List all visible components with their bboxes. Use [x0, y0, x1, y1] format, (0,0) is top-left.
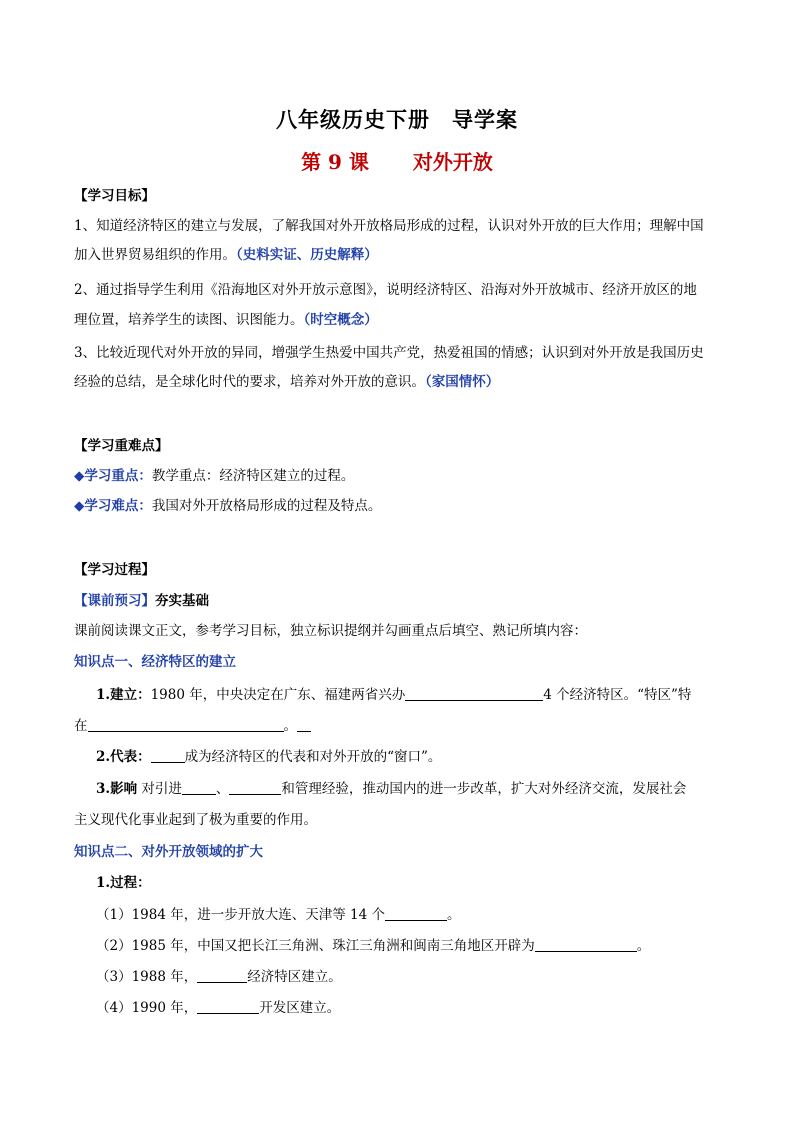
process-heading: 【学习过程】: [74, 562, 155, 578]
kp1-item-3-line-1: 3.影响 对引进 、 和管理经验，推动国内的进一步改革，扩大对外经济交流，发展社会: [96, 781, 687, 797]
kp2-step-2: （2）1985 年，中国又把长江三角洲、珠江三角洲和闽南三角地区开辟为 。: [96, 938, 651, 954]
objective-3-line-1: 3、比较近现代对外开放的异同，增强学生热爱中国共产党，热爱祖国的情感；认识到对外开放是我国历史: [74, 345, 704, 361]
preview-line: [74, 591, 734, 611]
fill-blank[interactable]: [197, 968, 247, 983]
difficulty-label: 学习难点：: [84, 498, 152, 514]
fill-blank[interactable]: [182, 780, 216, 795]
kp1-item-1-line-1: 1.建立：1980 年，中央决定在广东、福建两省兴办 4 个经济特区。“特区”特: [96, 687, 692, 703]
fill-blank[interactable]: [229, 780, 281, 795]
knowledge-point-2-title: 知识点二、对外开放领域的扩大: [74, 844, 263, 860]
focus-line: ◆学习重点：教学重点：经济特区建立的过程。: [74, 468, 355, 484]
preview-sub: 夯实基础: [155, 593, 209, 609]
kp2-step-3: （3）1988 年， 经济特区建立。: [96, 969, 342, 985]
lesson-heading: [0, 146, 794, 175]
fill-blank[interactable]: [151, 748, 185, 763]
kp1-item-1-line-2: 在 。: [74, 716, 734, 736]
kp2-step-1: （1）1984 年，进一步开放大连、天津等 14 个 。: [96, 907, 461, 923]
lesson-number: 第 9 课: [301, 150, 369, 174]
focus-label: 学习重点：: [84, 468, 152, 484]
document-title: 八年级历史下册 导学案: [276, 107, 518, 132]
fill-blank[interactable]: [385, 906, 447, 921]
objective-1-line-1: 1、知道经济特区的建立与发展，了解我国对外开放格局形成的过程，认识对外开放的巨大作用；理解中国: [74, 218, 704, 234]
objective-2-line-2: 理位置，培养学生的读图、识图能力。（时空概念）: [74, 312, 378, 328]
fill-blank[interactable]: [405, 686, 543, 701]
knowledge-point-1-title: 知识点一、经济特区的建立: [74, 654, 236, 670]
fill-blank[interactable]: [297, 717, 311, 732]
difficulty-line: ◆学习难点：我国对外开放格局形成的过程及特点。: [74, 498, 382, 514]
objectives-heading: 【学习目标】: [74, 188, 155, 204]
lesson-name: 对外开放: [412, 150, 493, 174]
objective-2-tag: （时空概念）: [303, 312, 378, 328]
kp1-item-3-line-2: 主义现代化事业起到了极为重要的作用。: [74, 812, 317, 828]
instruction-line: 课前阅读课文正文，参考学习目标，独立标识提纲并勾画重点后填空、熟记所填内容：: [74, 623, 587, 639]
kp2-step-4: （4）1990 年， 开发区建立。: [96, 1000, 341, 1016]
kp2-item-1-label: 1.过程：: [96, 875, 151, 891]
keypoints-heading: 【学习重难点】: [74, 438, 169, 454]
preview-label: 【课前预习】: [74, 593, 155, 609]
diamond-bullet-icon: ◆: [74, 468, 85, 484]
kp1-item-2: 2.代表： 成为经济特区的代表和对外开放的“窗口”。: [96, 749, 442, 765]
objective-1-line-2: 加入世界贸易组织的作用。（史料实证、历史解释）: [74, 247, 378, 263]
diamond-bullet-icon: ◆: [74, 498, 85, 514]
fill-blank[interactable]: [535, 937, 637, 952]
objective-1-tag: （史料实证、历史解释）: [236, 247, 378, 263]
fill-blank[interactable]: [197, 999, 259, 1014]
objective-2-line-1: 2、通过指导学生利用《沿海地区对外开放示意图》，说明经济特区、沿海对外开放城市、经济开放区的地: [74, 282, 697, 298]
fill-blank[interactable]: [88, 717, 284, 732]
objective-3-tag: （家国情怀）: [425, 374, 500, 390]
objective-3-line-2: 经验的总结，是全球化时代的要求，培养对外开放的意识。（家国情怀）: [74, 374, 500, 390]
